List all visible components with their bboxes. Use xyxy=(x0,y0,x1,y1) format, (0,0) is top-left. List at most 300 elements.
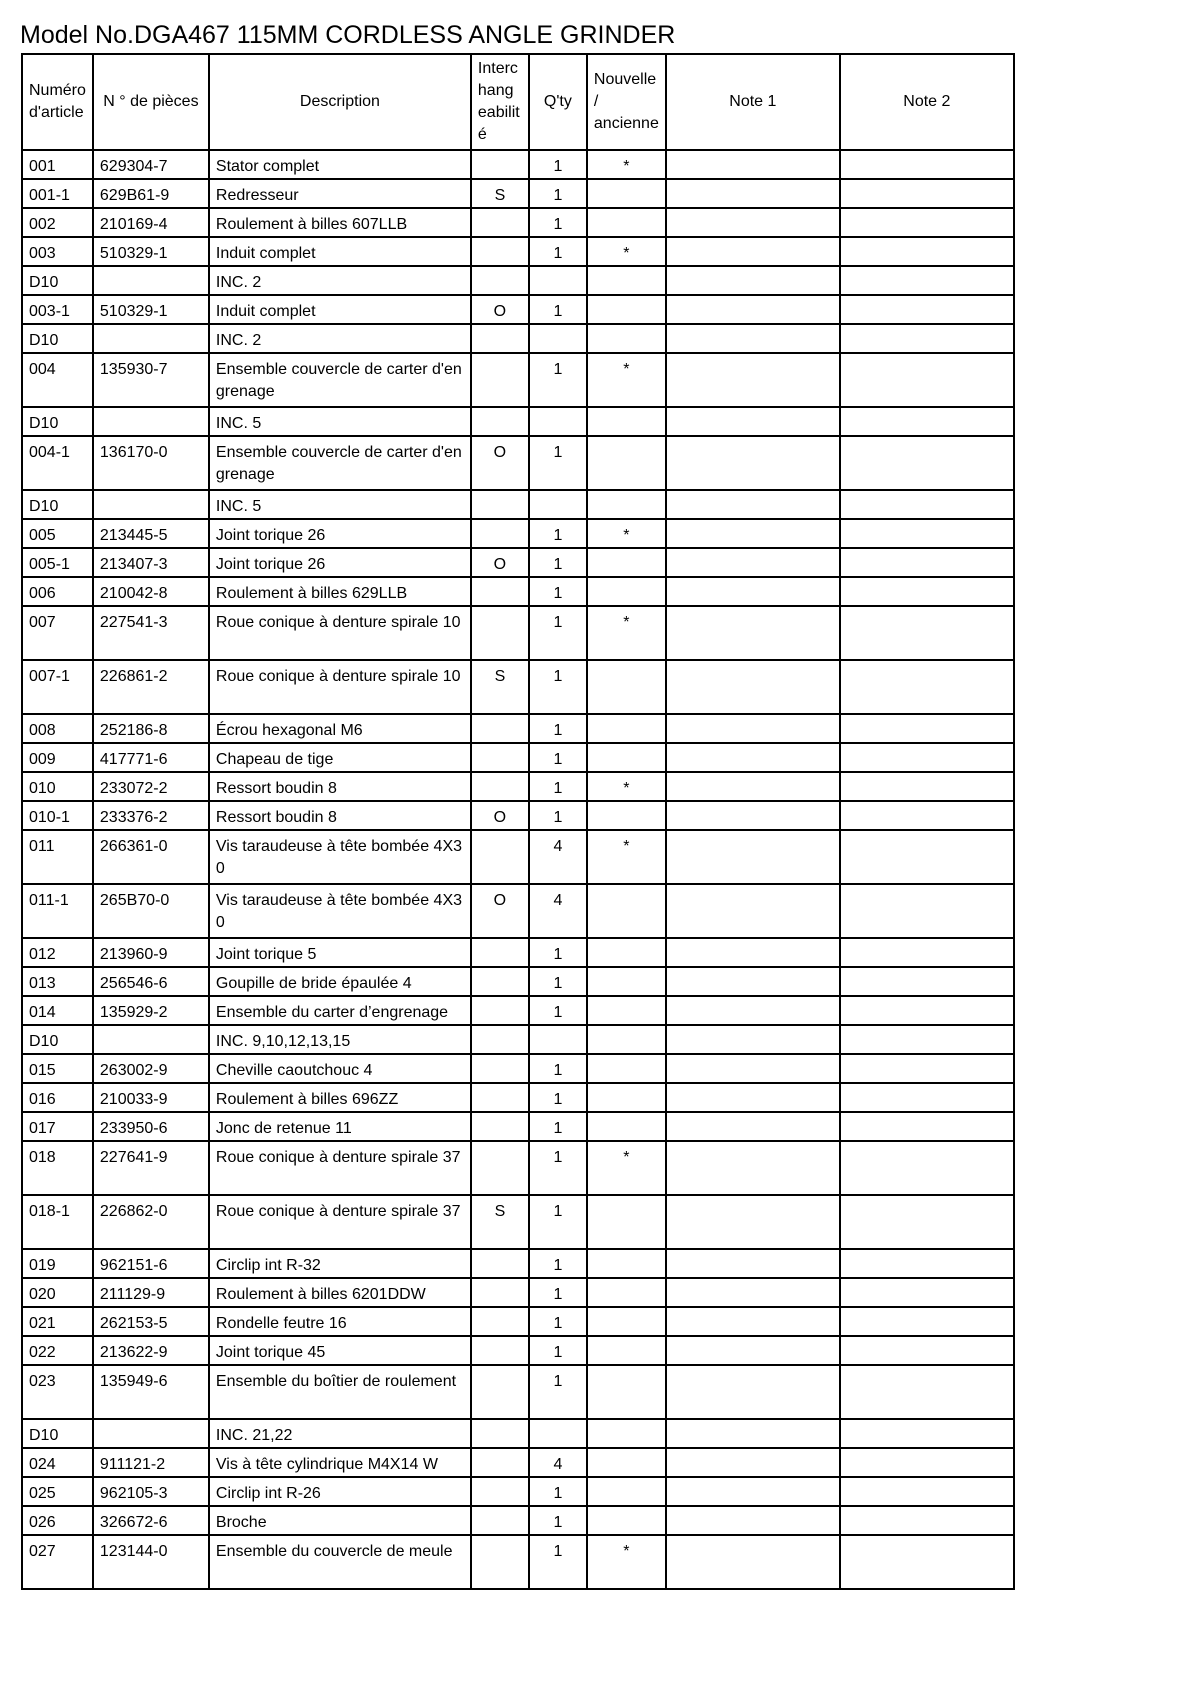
note1-cell xyxy=(666,436,840,490)
note2-cell xyxy=(840,1365,1014,1419)
new-old-cell xyxy=(587,996,666,1025)
note2-cell xyxy=(840,208,1014,237)
new-old-cell xyxy=(587,1419,666,1448)
description-cell: Roue conique à denture spirale 10 xyxy=(209,606,471,660)
item-no-cell: 009 xyxy=(22,743,93,772)
item-no-cell: 012 xyxy=(22,938,93,967)
note2-cell xyxy=(840,266,1014,295)
table-row xyxy=(22,1365,1014,1419)
note1-cell xyxy=(666,353,840,407)
new-old-cell xyxy=(587,490,666,519)
new-old-cell xyxy=(587,938,666,967)
note2-cell xyxy=(840,353,1014,407)
table-row xyxy=(22,1278,1014,1307)
item-no-cell: 001-1 xyxy=(22,179,93,208)
part-no-cell: 262153-5 xyxy=(93,1307,209,1336)
new-old-cell xyxy=(587,179,666,208)
qty-cell: 1 xyxy=(529,1083,587,1112)
table-row xyxy=(22,1195,1014,1249)
note2-cell xyxy=(840,1025,1014,1054)
item-no-cell: D10 xyxy=(22,1419,93,1448)
part-no-cell: 256546-6 xyxy=(93,967,209,996)
note1-cell xyxy=(666,548,840,577)
note1-cell xyxy=(666,801,840,830)
note1-cell xyxy=(666,577,840,606)
new-old-cell xyxy=(587,577,666,606)
part-no-cell: 629304-7 xyxy=(93,150,209,179)
note2-cell xyxy=(840,1448,1014,1477)
note2-cell xyxy=(840,1336,1014,1365)
qty-cell xyxy=(529,1025,587,1054)
table-row xyxy=(22,436,1014,490)
item-no-cell: 014 xyxy=(22,996,93,1025)
new-old-cell xyxy=(587,1336,666,1365)
description-cell: Ensemble du boîtier de roulement xyxy=(209,1365,471,1419)
description-cell: Joint torique 26 xyxy=(209,519,471,548)
header-item-no: Numéro d'article xyxy=(22,54,93,150)
table-row xyxy=(22,772,1014,801)
note2-cell xyxy=(840,436,1014,490)
interchangeability-cell: O xyxy=(471,884,529,938)
interchangeability-cell: S xyxy=(471,1195,529,1249)
qty-cell: 1 xyxy=(529,1365,587,1419)
item-no-cell: D10 xyxy=(22,407,93,436)
qty-cell: 1 xyxy=(529,1249,587,1278)
part-no-cell: 911121-2 xyxy=(93,1448,209,1477)
note1-cell xyxy=(666,324,840,353)
item-no-cell: 020 xyxy=(22,1278,93,1307)
item-no-cell: 023 xyxy=(22,1365,93,1419)
interchangeability-cell xyxy=(471,266,529,295)
note1-cell xyxy=(666,1477,840,1506)
new-old-cell: * xyxy=(587,1141,666,1195)
item-no-cell: 006 xyxy=(22,577,93,606)
item-no-cell: D10 xyxy=(22,490,93,519)
interchangeability-cell xyxy=(471,743,529,772)
interchangeability-cell xyxy=(471,1506,529,1535)
note2-cell xyxy=(840,743,1014,772)
table-row xyxy=(22,1025,1014,1054)
qty-cell: 1 xyxy=(529,295,587,324)
new-old-cell: * xyxy=(587,772,666,801)
note2-cell xyxy=(840,996,1014,1025)
new-old-cell: * xyxy=(587,519,666,548)
table-row xyxy=(22,1419,1014,1448)
table-row xyxy=(22,1535,1014,1589)
note1-cell xyxy=(666,1365,840,1419)
description-cell: Ressort boudin 8 xyxy=(209,772,471,801)
description-cell: Cheville caoutchouc 4 xyxy=(209,1054,471,1083)
interchangeability-cell xyxy=(471,772,529,801)
description-cell: Induit complet xyxy=(209,295,471,324)
header-description: Description xyxy=(209,54,471,150)
item-no-cell: 026 xyxy=(22,1506,93,1535)
item-no-cell: 022 xyxy=(22,1336,93,1365)
note2-cell xyxy=(840,1307,1014,1336)
note2-cell xyxy=(840,1054,1014,1083)
description-cell: Vis taraudeuse à tête bombée 4X30 xyxy=(209,884,471,938)
qty-cell: 4 xyxy=(529,884,587,938)
interchangeability-cell xyxy=(471,237,529,266)
qty-cell: 1 xyxy=(529,1278,587,1307)
qty-cell: 1 xyxy=(529,1477,587,1506)
item-no-cell: 011 xyxy=(22,830,93,884)
interchangeability-cell xyxy=(471,606,529,660)
part-no-cell: 210033-9 xyxy=(93,1083,209,1112)
note2-cell xyxy=(840,1249,1014,1278)
description-cell: Chapeau de tige xyxy=(209,743,471,772)
note1-cell xyxy=(666,1506,840,1535)
description-cell: Roue conique à denture spirale 37 xyxy=(209,1141,471,1195)
note1-cell xyxy=(666,830,840,884)
description-cell: Roulement à billes 696ZZ xyxy=(209,1083,471,1112)
note2-cell xyxy=(840,1419,1014,1448)
item-no-cell: 007-1 xyxy=(22,660,93,714)
table-row xyxy=(22,1448,1014,1477)
interchangeability-cell: O xyxy=(471,548,529,577)
description-cell: Joint torique 45 xyxy=(209,1336,471,1365)
table-row xyxy=(22,830,1014,884)
part-no-cell xyxy=(93,407,209,436)
qty-cell: 1 xyxy=(529,150,587,179)
part-no-cell: 417771-6 xyxy=(93,743,209,772)
table-row xyxy=(22,714,1014,743)
qty-cell: 1 xyxy=(529,660,587,714)
note1-cell xyxy=(666,519,840,548)
new-old-cell xyxy=(587,743,666,772)
qty-cell xyxy=(529,324,587,353)
interchangeability-cell xyxy=(471,1307,529,1336)
part-no-cell: 226862-0 xyxy=(93,1195,209,1249)
part-no-cell: 213622-9 xyxy=(93,1336,209,1365)
qty-cell: 1 xyxy=(529,1506,587,1535)
part-no-cell: 227641-9 xyxy=(93,1141,209,1195)
table-row xyxy=(22,519,1014,548)
qty-cell: 1 xyxy=(529,179,587,208)
interchangeability-cell xyxy=(471,1141,529,1195)
qty-cell: 1 xyxy=(529,519,587,548)
new-old-cell xyxy=(587,1249,666,1278)
item-no-cell: 017 xyxy=(22,1112,93,1141)
qty-cell: 4 xyxy=(529,1448,587,1477)
qty-cell: 1 xyxy=(529,1307,587,1336)
note1-cell xyxy=(666,1195,840,1249)
new-old-cell xyxy=(587,1083,666,1112)
note1-cell xyxy=(666,266,840,295)
qty-cell: 1 xyxy=(529,237,587,266)
qty-cell: 1 xyxy=(529,1336,587,1365)
table-row xyxy=(22,548,1014,577)
interchangeability-cell xyxy=(471,1054,529,1083)
part-no-cell: 213445-5 xyxy=(93,519,209,548)
description-cell: Broche xyxy=(209,1506,471,1535)
item-no-cell: 005 xyxy=(22,519,93,548)
note1-cell xyxy=(666,884,840,938)
description-cell: INC. 21,22 xyxy=(209,1419,471,1448)
item-no-cell: 021 xyxy=(22,1307,93,1336)
note1-cell xyxy=(666,1307,840,1336)
qty-cell xyxy=(529,490,587,519)
part-no-cell: 135929-2 xyxy=(93,996,209,1025)
note1-cell xyxy=(666,237,840,266)
note2-cell xyxy=(840,884,1014,938)
note2-cell xyxy=(840,490,1014,519)
table-row xyxy=(22,407,1014,436)
item-no-cell: 001 xyxy=(22,150,93,179)
table-row xyxy=(22,179,1014,208)
note1-cell xyxy=(666,714,840,743)
qty-cell: 1 xyxy=(529,1195,587,1249)
description-cell: Vis taraudeuse à tête bombée 4X30 xyxy=(209,830,471,884)
table-row xyxy=(22,1054,1014,1083)
table-row xyxy=(22,743,1014,772)
new-old-cell xyxy=(587,266,666,295)
note2-cell xyxy=(840,1141,1014,1195)
table-row xyxy=(22,266,1014,295)
new-old-cell xyxy=(587,884,666,938)
header-interchangeability: Interchangeabilité xyxy=(471,54,529,150)
part-no-cell: 266361-0 xyxy=(93,830,209,884)
table-row xyxy=(22,577,1014,606)
qty-cell: 1 xyxy=(529,436,587,490)
table-row xyxy=(22,1307,1014,1336)
interchangeability-cell: S xyxy=(471,660,529,714)
note1-cell xyxy=(666,179,840,208)
table-row xyxy=(22,1506,1014,1535)
interchangeability-cell xyxy=(471,1477,529,1506)
item-no-cell: 011-1 xyxy=(22,884,93,938)
qty-cell: 1 xyxy=(529,772,587,801)
note2-cell xyxy=(840,237,1014,266)
qty-cell: 1 xyxy=(529,801,587,830)
interchangeability-cell xyxy=(471,353,529,407)
qty-cell xyxy=(529,407,587,436)
interchangeability-cell: S xyxy=(471,179,529,208)
interchangeability-cell: O xyxy=(471,801,529,830)
description-cell: Redresseur xyxy=(209,179,471,208)
description-cell: INC. 5 xyxy=(209,490,471,519)
qty-cell: 1 xyxy=(529,548,587,577)
part-no-cell: 213407-3 xyxy=(93,548,209,577)
qty-cell: 1 xyxy=(529,1054,587,1083)
note1-cell xyxy=(666,1054,840,1083)
item-no-cell: 018-1 xyxy=(22,1195,93,1249)
interchangeability-cell xyxy=(471,830,529,884)
note2-cell xyxy=(840,1278,1014,1307)
qty-cell: 1 xyxy=(529,967,587,996)
item-no-cell: 003 xyxy=(22,237,93,266)
qty-cell: 1 xyxy=(529,743,587,772)
note1-cell xyxy=(666,606,840,660)
note2-cell xyxy=(840,179,1014,208)
description-cell: INC. 2 xyxy=(209,324,471,353)
table-row xyxy=(22,967,1014,996)
interchangeability-cell xyxy=(471,1083,529,1112)
description-cell: Roulement à billes 607LLB xyxy=(209,208,471,237)
part-no-cell: 962105-3 xyxy=(93,1477,209,1506)
note2-cell xyxy=(840,407,1014,436)
note1-cell xyxy=(666,1141,840,1195)
new-old-cell xyxy=(587,660,666,714)
new-old-cell xyxy=(587,714,666,743)
item-no-cell: D10 xyxy=(22,266,93,295)
note1-cell xyxy=(666,407,840,436)
note1-cell xyxy=(666,150,840,179)
description-cell: Goupille de bride épaulée 4 xyxy=(209,967,471,996)
part-no-cell: 233072-2 xyxy=(93,772,209,801)
note2-cell xyxy=(840,830,1014,884)
description-cell: Roue conique à denture spirale 10 xyxy=(209,660,471,714)
note1-cell xyxy=(666,1448,840,1477)
parts-table-body xyxy=(22,150,1014,1589)
header-part-no: N ° de pièces xyxy=(93,54,209,150)
interchangeability-cell: O xyxy=(471,436,529,490)
note1-cell xyxy=(666,967,840,996)
new-old-cell xyxy=(587,1477,666,1506)
table-row xyxy=(22,938,1014,967)
table-row xyxy=(22,1477,1014,1506)
header-note1: Note 1 xyxy=(666,54,840,150)
interchangeability-cell xyxy=(471,150,529,179)
table-row xyxy=(22,237,1014,266)
qty-cell: 1 xyxy=(529,577,587,606)
note2-cell xyxy=(840,801,1014,830)
parts-table xyxy=(21,53,1015,1590)
description-cell: INC. 2 xyxy=(209,266,471,295)
note1-cell xyxy=(666,772,840,801)
item-no-cell: D10 xyxy=(22,324,93,353)
interchangeability-cell xyxy=(471,519,529,548)
item-no-cell: 007 xyxy=(22,606,93,660)
note2-cell xyxy=(840,1112,1014,1141)
note1-cell xyxy=(666,938,840,967)
description-cell: Roulement à billes 629LLB xyxy=(209,577,471,606)
new-old-cell xyxy=(587,1506,666,1535)
part-no-cell xyxy=(93,266,209,295)
table-row xyxy=(22,996,1014,1025)
new-old-cell xyxy=(587,1195,666,1249)
part-no-cell: 135949-6 xyxy=(93,1365,209,1419)
note2-cell xyxy=(840,1195,1014,1249)
qty-cell: 1 xyxy=(529,353,587,407)
item-no-cell: 010 xyxy=(22,772,93,801)
qty-cell: 1 xyxy=(529,996,587,1025)
part-no-cell: 123144-0 xyxy=(93,1535,209,1589)
new-old-cell xyxy=(587,324,666,353)
description-cell: Ensemble du carter d’engrenage xyxy=(209,996,471,1025)
new-old-cell: * xyxy=(587,1535,666,1589)
description-cell: Joint torique 26 xyxy=(209,548,471,577)
note1-cell xyxy=(666,996,840,1025)
interchangeability-cell xyxy=(471,1112,529,1141)
table-row xyxy=(22,1083,1014,1112)
new-old-cell xyxy=(587,208,666,237)
item-no-cell: 003-1 xyxy=(22,295,93,324)
qty-cell: 4 xyxy=(529,830,587,884)
item-no-cell: 015 xyxy=(22,1054,93,1083)
description-cell: Vis à tête cylindrique M4X14 W xyxy=(209,1448,471,1477)
note2-cell xyxy=(840,606,1014,660)
description-cell: Jonc de retenue 11 xyxy=(209,1112,471,1141)
part-no-cell: 629B61-9 xyxy=(93,179,209,208)
new-old-cell xyxy=(587,801,666,830)
description-cell: Ensemble couvercle de carter d'engrenage xyxy=(209,353,471,407)
table-row xyxy=(22,353,1014,407)
note1-cell xyxy=(666,660,840,714)
note2-cell xyxy=(840,548,1014,577)
qty-cell: 1 xyxy=(529,714,587,743)
qty-cell: 1 xyxy=(529,208,587,237)
description-cell: Stator complet xyxy=(209,150,471,179)
header-note2: Note 2 xyxy=(840,54,1014,150)
note2-cell xyxy=(840,714,1014,743)
description-cell: Ensemble du couvercle de meule xyxy=(209,1535,471,1589)
note1-cell xyxy=(666,1535,840,1589)
note1-cell xyxy=(666,1112,840,1141)
part-no-cell: 211129-9 xyxy=(93,1278,209,1307)
part-no-cell: 227541-3 xyxy=(93,606,209,660)
interchangeability-cell xyxy=(471,1419,529,1448)
note2-cell xyxy=(840,1083,1014,1112)
item-no-cell: 018 xyxy=(22,1141,93,1195)
description-cell: Roulement à billes 6201DDW xyxy=(209,1278,471,1307)
item-no-cell: 004 xyxy=(22,353,93,407)
new-old-cell: * xyxy=(587,237,666,266)
note1-cell xyxy=(666,1336,840,1365)
part-no-cell: 265B70-0 xyxy=(93,884,209,938)
interchangeability-cell: O xyxy=(471,295,529,324)
interchangeability-cell xyxy=(471,1535,529,1589)
note1-cell xyxy=(666,743,840,772)
qty-cell: 1 xyxy=(529,1112,587,1141)
interchangeability-cell xyxy=(471,1448,529,1477)
part-no-cell: 210169-4 xyxy=(93,208,209,237)
new-old-cell xyxy=(587,548,666,577)
new-old-cell xyxy=(587,1365,666,1419)
part-no-cell: 213960-9 xyxy=(93,938,209,967)
qty-cell: 1 xyxy=(529,1535,587,1589)
table-row xyxy=(22,660,1014,714)
note2-cell xyxy=(840,1535,1014,1589)
item-no-cell: 024 xyxy=(22,1448,93,1477)
description-cell: Circlip int R-26 xyxy=(209,1477,471,1506)
header-qty: Q'ty xyxy=(529,54,587,150)
table-row xyxy=(22,1112,1014,1141)
new-old-cell: * xyxy=(587,606,666,660)
table-row xyxy=(22,1249,1014,1278)
item-no-cell: 013 xyxy=(22,967,93,996)
note1-cell xyxy=(666,1278,840,1307)
new-old-cell xyxy=(587,295,666,324)
description-cell: Joint torique 5 xyxy=(209,938,471,967)
item-no-cell: 016 xyxy=(22,1083,93,1112)
new-old-cell xyxy=(587,1054,666,1083)
interchangeability-cell xyxy=(471,1365,529,1419)
new-old-cell: * xyxy=(587,353,666,407)
note1-cell xyxy=(666,1419,840,1448)
note1-cell xyxy=(666,1249,840,1278)
part-no-cell: 210042-8 xyxy=(93,577,209,606)
qty-cell: 1 xyxy=(529,606,587,660)
interchangeability-cell xyxy=(471,1336,529,1365)
note2-cell xyxy=(840,938,1014,967)
note2-cell xyxy=(840,519,1014,548)
table-row xyxy=(22,490,1014,519)
note2-cell xyxy=(840,660,1014,714)
item-no-cell: 002 xyxy=(22,208,93,237)
table-row xyxy=(22,324,1014,353)
note2-cell xyxy=(840,1477,1014,1506)
